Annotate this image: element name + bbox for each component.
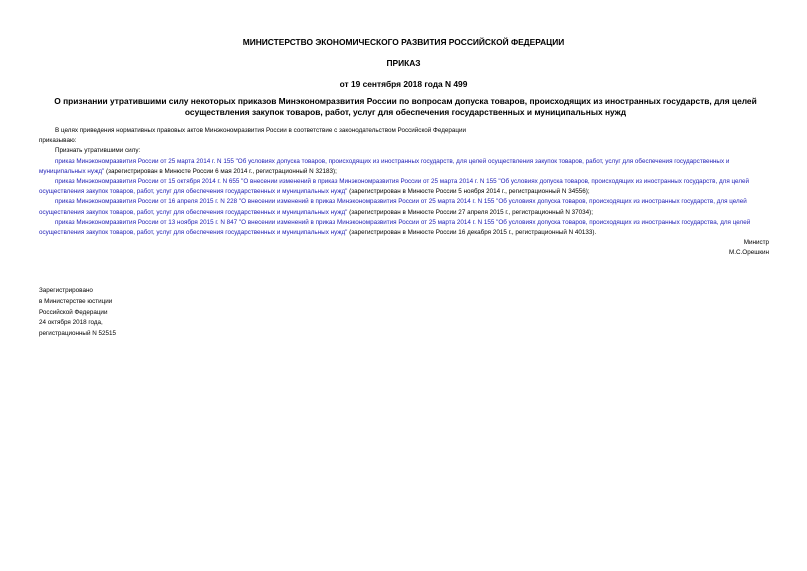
order-link[interactable]: приказ Минэкономразвития России от 13 ноября 2015 г. N 847 "О внесении изменений в приказ Минэкономразвития России от 25 марта 2014 г. N 155 "Об условиях допуска товаров, происходящих из иностранных государства, для целей осуществления закупок товаров, работ, услуг для обеспечения государственных и муниципальных нужд" (39, 218, 751, 237)
registration-block (39, 286, 116, 340)
registration-line: в Министерстве юстиции (39, 297, 113, 305)
document-body (39, 126, 769, 259)
signature-title: Министр (743, 239, 769, 247)
revoked-order-item (39, 197, 769, 217)
registration-line: Российской Федерации (39, 308, 108, 316)
registration-line: 24 октября 2018 года, (39, 319, 103, 327)
registration-note: (зарегистрирован в Минюсте России 16 декабря 2015 г., регистрационный N 40133). (347, 229, 597, 237)
revoked-order-item (39, 177, 769, 197)
order-link[interactable]: приказ Минэкономразвития России от 15 октября 2014 г. N 655 "О внесении изменений в приказ Минэкономразвития России от 25 марта 2014 г. N 155 "Об условиях допуска товаров, происходящих из иностранных государств, для целей осуществления закупок товаров, работ, услуг для обеспечения государственных и муниципальных нужд" (39, 178, 750, 196)
document-type: ПРИКАЗ (386, 58, 421, 68)
document-title: О признании утратившими силу некоторых приказов Минэкономразвития России по вопросам допуска товаров, происходящих из иностранных государств, для целей осуществления закупок товаров, работ, услуг для обеспечения государственных и муниципальных нужд (54, 96, 757, 117)
revoked-order-item (39, 218, 769, 238)
order-link[interactable]: приказ Минэкономразвития России от 25 марта 2014 г. N 155 "Об условиях допуска товаров, происходящих из иностранных государств, для целей осуществления закупок товаров, работ, услуг для обеспечения государственных и муниципальных нужд" (39, 157, 730, 175)
preamble-line: В целях приведения нормативных правовых актов Минэкономразвития России в соответствие с законодательством Российской Федерации (55, 127, 467, 134)
ministry-heading: МИНИСТЕРСТВО ЭКОНОМИЧЕСКОГО РАЗВИТИЯ РОССИЙСКОЙ ФЕДЕРАЦИИ (242, 37, 565, 47)
registration-line: Зарегистрировано (39, 287, 93, 294)
registration-note: (зарегистрирован в Минюсте России 27 апреля 2015 г., регистрационный N 37034); (347, 208, 594, 216)
registration-note: (зарегистрирован в Минюсте России 6 мая 2014 г., регистрационный N 32183); (104, 167, 337, 175)
revoked-order-item (39, 157, 769, 177)
recognize-line: Признать утратившими силу: (55, 147, 141, 155)
registration-note: (зарегистрирован в Минюсте России 5 ноября 2014 г., регистрационный N 34556); (347, 188, 590, 196)
signature-name: М.С.Орешкин (729, 249, 769, 257)
registration-line: регистрационный N 52515 (39, 330, 117, 338)
document-date-number: от 19 сентября 2018 года N 499 (339, 79, 468, 89)
order-link[interactable]: приказ Минэкономразвития России от 16 апреля 2015 г. N 228 "О внесении изменений в приказ Минэкономразвития России от 25 марта 2014 г. N 155 "Об условиях допуска товаров, происходящих из иностранных государств, для целей осуществления закупок товаров, работ, услуг для обеспечения государственных и муниципальных нужд" (39, 198, 747, 216)
preamble-command: приказываю: (39, 137, 77, 145)
